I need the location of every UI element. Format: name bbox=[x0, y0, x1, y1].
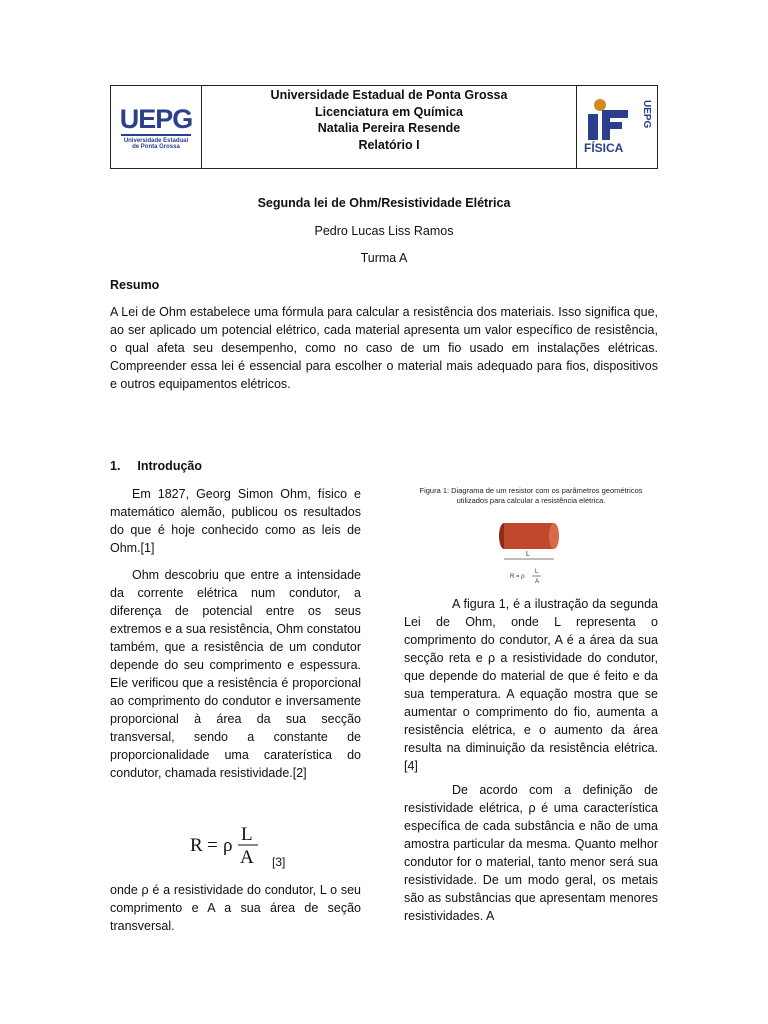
formula-r: R bbox=[190, 835, 203, 856]
intro-paragraph-1: Em 1827, Georg Simon Ohm, físico e matemático alemão, publicou os resultados do que é hoje conhecido como as leis de Ohm.[1] bbox=[110, 487, 361, 555]
right-paragraph-1: A figura 1, é a ilustração da segunda Lei de Ohm, onde L representa o comprimento do condutor, A é a área da sua secção reta e ρ a resistividade do condutor, que depende do material de que é feito e da sua temperatura. A equação mostra que se aumentar o comprimento do fio, aumenta a resistência elétrica, e o aumento da área resulta na diminuição da resistência elétrica.[4] bbox=[404, 597, 658, 773]
class-group: Turma A bbox=[360, 251, 408, 265]
length-label: L bbox=[526, 551, 530, 558]
fisica-side-text: UEPG bbox=[641, 100, 652, 129]
resistor-body bbox=[504, 523, 554, 549]
formula-rho: ρ bbox=[223, 835, 233, 856]
figure-formula-label: R = ρ bbox=[510, 574, 525, 580]
fisica-logo bbox=[576, 86, 657, 168]
resistor-end-right bbox=[549, 523, 559, 549]
uepg-logo bbox=[111, 86, 202, 168]
formula-denominator: A bbox=[240, 847, 254, 868]
report-name: Relatório I bbox=[358, 137, 420, 152]
fisica-logo-icon bbox=[582, 96, 652, 158]
logo-divider bbox=[121, 134, 191, 136]
header-text bbox=[202, 86, 576, 168]
intro-heading bbox=[110, 459, 202, 473]
student-name: Natalia Pereira Resende bbox=[317, 121, 461, 135]
figure-caption: Figura 1: Diagrama de um resistor com os parâmetros geométricos utilizados para calcular a resistência elétrica. bbox=[419, 486, 643, 505]
university-name: Universidade Estadual de Ponta Grossa bbox=[270, 88, 508, 102]
formula-equals: = bbox=[207, 835, 218, 856]
intro-heading-number: 1. bbox=[110, 459, 121, 473]
header-table bbox=[110, 85, 658, 169]
intro-heading-text: Introdução bbox=[137, 459, 202, 473]
abstract-text: A Lei de Ohm estabelece uma fórmula para calcular a resistência dos materiais. Isso significa que, ao ser aplicado um potencial elétrico, cada material apresenta um valor específico de resistência, o qual afeta seu desempenho, como no caso de um fio usado em instalações elétricas. Compreender essa lei é essencial para escolher o material mais adequado para fios, dispositivos e outros equipamentos elétricos. bbox=[110, 305, 658, 391]
uepg-subtitle bbox=[124, 138, 188, 151]
resistor-diagram bbox=[488, 514, 578, 590]
course-name: Licenciatura em Química bbox=[315, 104, 463, 119]
right-paragraph-2: De acordo com a definição de resistividade elétrica, ρ é uma característica específica de cada substância e não de uma amostra particular da mesma. Quanto melhor condutor for o material, tanto menor será sua resistividade. De um modo geral, os metais são as substâncias que apresentam menores resistividades. A bbox=[404, 783, 658, 923]
formula-reference: [3] bbox=[272, 855, 286, 869]
abstract-heading: Resumo bbox=[110, 278, 160, 292]
resistance-formula bbox=[190, 818, 310, 878]
formula-numerator: L bbox=[241, 824, 253, 845]
figure-frac-num: L bbox=[535, 569, 539, 575]
fisica-word: FÍSICA bbox=[584, 141, 624, 155]
uepg-wordmark: UEPG bbox=[119, 103, 193, 134]
author-name: Pedro Lucas Liss Ramos bbox=[314, 224, 454, 238]
uepg-subtitle-line1: Universidade Estadual bbox=[123, 137, 189, 144]
intro-paragraph-2: Ohm descobriu que entre a intensidade da corrente elétrica num condutor, a diferença de potencial entre os seus extremos e a sua resistência, Ohm constatou também, que a resistência de um condutor depende do seu comprimento e espessura. Ele verificou que a resistência é proporcional ao comprimento do condutor e inversamente proporcional à área da sua secção transversal, sendo a constante de proporcionalidade uma caraterística do condutor, chamada resistividade.[2] bbox=[110, 568, 361, 780]
figure-frac-den: A bbox=[535, 579, 540, 585]
uepg-subtitle-line2: de Ponta Grossa bbox=[132, 144, 180, 150]
document-title: Segunda lei de Ohm/Resistividade Elétrica bbox=[257, 196, 511, 210]
intro-paragraph-3: onde ρ é a resistividade do condutor, L o seu comprimento e A a sua área de seção transversal. bbox=[110, 883, 361, 933]
